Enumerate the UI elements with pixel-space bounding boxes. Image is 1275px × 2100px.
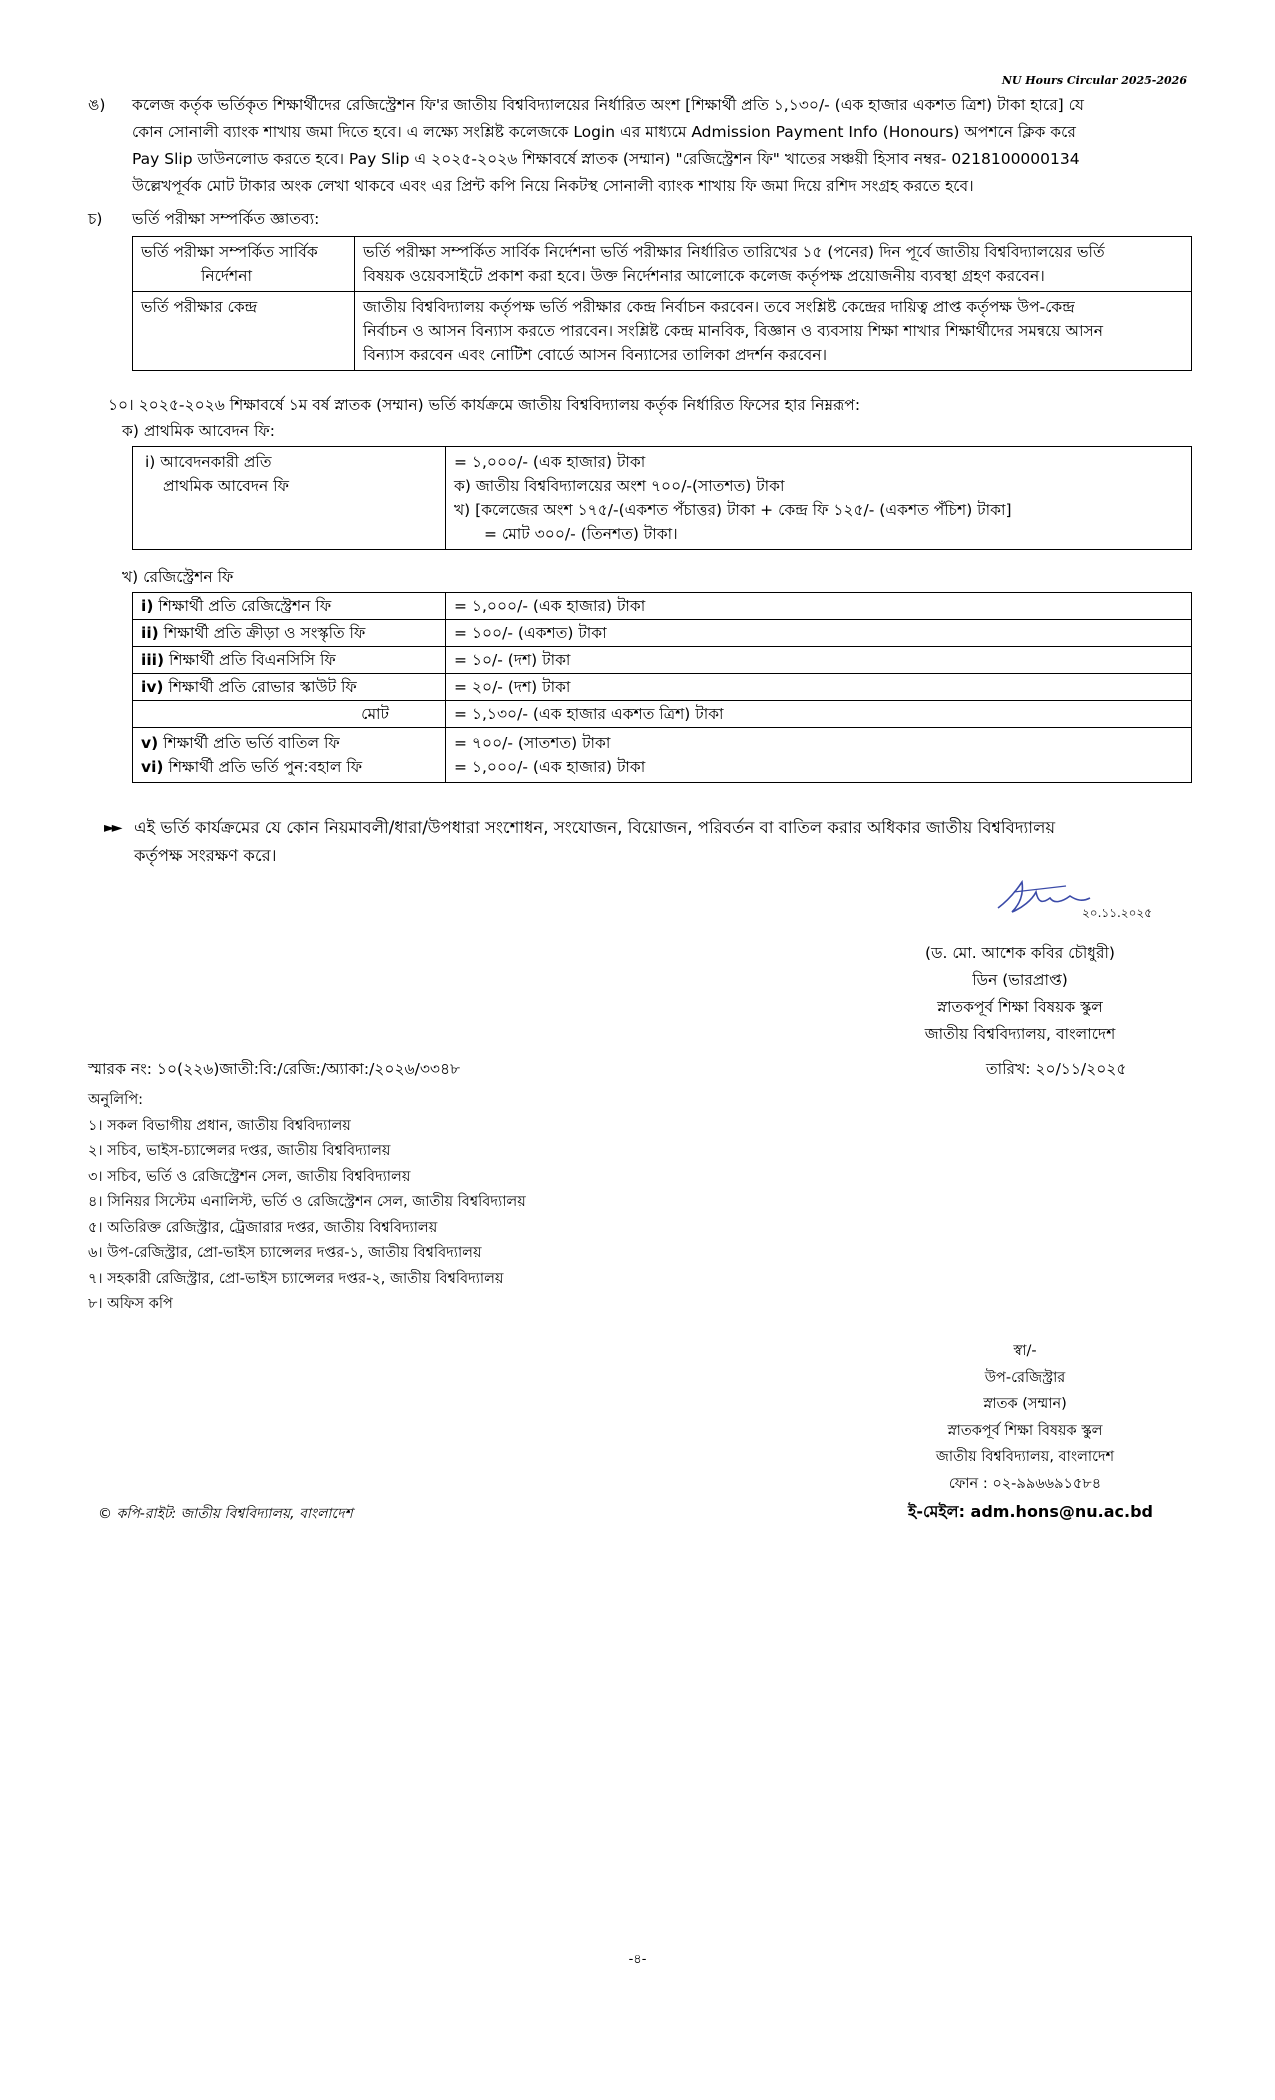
signature-date: ২০.১১.২০২৫: [1082, 906, 1153, 920]
fee-label: [133, 620, 446, 647]
row-label: [133, 292, 355, 371]
signature-block-deputy-registrar: [920, 1338, 1130, 1497]
signatory-institution: জাতীয় বিশ্ববিদ্যালয়, বাংলাদেশ: [935, 1449, 1115, 1465]
fee-label-text: শিক্ষার্থী প্রতি ভর্তি পুন:বহাল ফি: [168, 758, 363, 777]
fee-number: ii): [141, 624, 159, 643]
signatory-office: স্নাতকপূর্ব শিক্ষা বিষয়ক স্কুল: [947, 1422, 1103, 1439]
label-line: নির্দেশনা: [201, 267, 252, 286]
total-label: [133, 701, 446, 728]
signatory-phone: ফোন : ০২-৯৯৬৬৯১৫৮৪: [948, 1475, 1102, 1492]
fee-number: iii): [141, 651, 165, 670]
row-text: [355, 292, 1192, 371]
value-line: = মোট ৩০০/- (তিনশত) টাকা।: [484, 525, 678, 544]
fee-label: [133, 728, 446, 783]
fee-value: = ১০/- (দশ) টাকা: [446, 647, 1192, 674]
signed-mark: স্বা/-: [1013, 1343, 1037, 1359]
application-fee-table: [132, 446, 1192, 550]
table-row: [133, 447, 1192, 550]
signatory-name: (ড. মো. আশেক কবির চৌধুরী): [925, 944, 1115, 962]
paragraph-line: কলেজ কর্তৃক ভর্তিকৃত শিক্ষার্থীদের রেজিস্ট্রেশন ফি'র জাতীয় বিশ্ববিদ্যালয়ের নির্ধারিত অংশ [শিক্ষার্থী প্রতি ১,১৩০/- (এক হাজার একশত ত্রিশ) টাকা হারে] যে: [132, 96, 1084, 114]
fee-number: iv): [141, 678, 164, 697]
table-row: [133, 728, 1192, 783]
fee-label-text: শিক্ষার্থী প্রতি বিএনসিসি ফি: [168, 651, 336, 670]
fee-number: v): [141, 734, 159, 753]
label-line: i) আবেদনকারী প্রতি: [145, 453, 272, 471]
paragraph-line: উল্লেখপূর্বক মোট টাকার অংক লেখা থাকবে এবং এর প্রিন্ট কপি নিয়ে নিকটস্থ সোনালী ব্যাংক শাখায় ফি জমা দিয়ে রশিদ সংগ্রহ করতে হবে।: [132, 177, 974, 195]
text-line: জাতীয় বিশ্ববিদ্যালয় কর্তৃপক্ষ ভর্তি পরীক্ষার কেন্দ্র নির্বাচন করবেন। তবে সংশ্লিষ্ট কেন্দ্রের দায়িত্ব প্রাপ্ত কর্তৃপক্ষ উপ-কেন্দ্র: [363, 298, 1075, 317]
table-row: [133, 593, 1192, 620]
section-title: ভর্তি পরীক্ষা সম্পর্কিত জ্ঞাতব্য:: [132, 210, 320, 228]
table-row: [133, 292, 1192, 371]
list-item: ৬। উপ-রেজিস্ট্রার, প্রো-ভাইস চ্যান্সেলর দপ্তর-১, জাতীয় বিশ্ববিদ্যালয়: [88, 1245, 482, 1261]
list-item: ৮। অফিস কপি: [88, 1296, 173, 1312]
text-line: নির্বাচন ও আসন বিন্যাস করতে পারবেন। সংশ্লিষ্ট কেন্দ্র মানবিক, বিজ্ঞান ও ব্যবসায় শিক্ষা শাখার শিক্ষার্থীদের সমন্বয়ে আসন: [363, 322, 1104, 341]
value-line: খ) [কলেজের অংশ ১৭৫/-(একশত পঁচাত্তর) টাকা + কেন্দ্র ফি ১২৫/- (একশত পঁচিশ) টাকা]: [454, 501, 1012, 520]
text-line: বিন্যাস করবেন এবং নোটিশ বোর্ডে আসন বিন্যাসের তালিকা প্রদর্শন করবেন।: [363, 346, 828, 365]
fee-value: = ২০/- (দশ) টাকা: [446, 674, 1192, 701]
list-item: ১। সকল বিভাগীয় প্রধান, জাতীয় বিশ্ববিদ্যালয়: [88, 1117, 351, 1134]
copyright-notice: © কপি-রাইট: জাতীয় বিশ্ববিদ্যালয়, বাংলাদেশ: [98, 1506, 353, 1522]
total-label-text: মোট: [361, 705, 389, 724]
signature-block-dean: [900, 940, 1140, 1048]
circular-header: NU Hours Circular 2025-2026: [1001, 74, 1187, 87]
memo-date: তারিখ: ২০/১১/২০২৫: [986, 1060, 1127, 1078]
registration-fee-table: [132, 592, 1192, 783]
table-row: [133, 237, 1192, 292]
app-fee-value: [446, 447, 1192, 550]
fee-value-line: = ৭০০/- (সাতশত) টাকা: [454, 734, 611, 753]
fee-label-text: শিক্ষার্থী প্রতি রেজিস্ট্রেশন ফি: [158, 597, 332, 615]
table-row-total: [133, 701, 1192, 728]
signatory-designation: ডিন (ভারপ্রাপ্ত): [972, 971, 1068, 989]
list-item: ৩। সচিব, ভর্তি ও রেজিস্ট্রেশন সেল, জাতীয় বিশ্ববিদ্যালয়: [88, 1168, 411, 1185]
value-line: ক) জাতীয় বিশ্ববিদ্যালয়ের অংশ ৭০০/-(সাতশত) টাকা: [454, 477, 785, 496]
table-row: [133, 620, 1192, 647]
paragraph-line: কোন সোনালী ব্যাংক শাখায় জমা দিতে হবে। এ লক্ষ্যে সংশ্লিষ্ট কলেজকে Login এর মাধ্যমে Admission Payment Info (Honours) অপশনে ক্লিক করে: [132, 123, 1076, 141]
fee-value-line: = ১,০০০/- (এক হাজার) টাকা: [454, 758, 646, 777]
application-fee-title: ক) প্রাথমিক আবেদন ফি:: [122, 422, 275, 440]
text-line: ভর্তি পরীক্ষা সম্পর্কিত সার্বিক নির্দেশনা ভর্তি পরীক্ষার নির্ধারিত তারিখের ১৫ (পনের) দিন পূর্বে জাতীয় বিশ্ববিদ্যালয়ের ভর্তি: [363, 243, 1105, 261]
fee-label: [133, 647, 446, 674]
fee-number: vi): [141, 758, 164, 777]
label-line: ভর্তি পরীক্ষার কেন্দ্র: [141, 298, 258, 317]
section-10-heading: ১০। ২০২৫-২০২৬ শিক্ষাবর্ষে ১ম বর্ষ স্নাতক (সম্মান) ভর্তি কার্যক্রমে জাতীয় বিশ্ববিদ্যালয় কর্তৃক নির্ধারিত ফিসের হার নিম্নরূপ:: [108, 396, 861, 414]
note-line: কর্তৃপক্ষ সংরক্ষণ করে।: [134, 846, 277, 865]
fee-label: [133, 674, 446, 701]
total-value: = ১,১৩০/- (এক হাজার একশত ত্রিশ) টাকা: [446, 701, 1192, 728]
fee-label-text: শিক্ষার্থী প্রতি রোভার স্কাউট ফি: [168, 678, 357, 697]
signatory-institution: জাতীয় বিশ্ববিদ্যালয়, বাংলাদেশ: [924, 1025, 1116, 1043]
app-fee-label: [133, 447, 446, 550]
fee-value: [446, 728, 1192, 783]
row-label: [133, 237, 355, 292]
fee-label-text: শিক্ষার্থী প্রতি ক্রীড়া ও সংস্কৃতি ফি: [163, 624, 366, 643]
fee-label-text: শিক্ষার্থী প্রতি ভর্তি বাতিল ফি: [163, 734, 340, 753]
section-marker: ঙ): [88, 96, 106, 114]
fee-value: = ১০০/- (একশত) টাকা: [446, 620, 1192, 647]
text-line: বিষয়ক ওয়েবসাইটে প্রকাশ করা হবে। উক্ত নির্দেশনার আলোকে কলেজ কর্তৃপক্ষ প্রয়োজনীয় ব্যবস্থা গ্রহণ করবেন।: [363, 267, 1045, 286]
list-item: ৫। অতিরিক্ত রেজিস্ট্রার, ট্রেজারার দপ্তর, জাতীয় বিশ্ববিদ্যালয়: [88, 1219, 438, 1236]
list-item: ৪। সিনিয়র সিস্টেম এনালিস্ট, ভর্তি ও রেজিস্ট্রেশন সেল, জাতীয় বিশ্ববিদ্যালয়: [88, 1194, 526, 1210]
list-item: ২। সচিব, ভাইস-চ্যান্সেলর দপ্তর, জাতীয় বিশ্ববিদ্যালয়: [88, 1143, 391, 1159]
value-line: = ১,০০০/- (এক হাজার) টাকা: [454, 453, 646, 471]
fee-label: [133, 593, 446, 620]
fee-value: = ১,০০০/- (এক হাজার) টাকা: [446, 593, 1192, 620]
note-line: এই ভর্তি কার্যক্রমের যে কোন নিয়মাবলী/ধারা/উপধারা সংশোধন, সংযোজন, বিয়োজন, পরিবর্তন বা বাতিল করার অধিকার জাতীয় বিশ্ববিদ্যালয়: [134, 818, 1056, 837]
copy-list: [88, 1088, 526, 1318]
table-row: [133, 647, 1192, 674]
row-text: [355, 237, 1192, 292]
memo-reference: স্মারক নং: ১০(২২৬)জাতী:বি:/রেজি:/অ্যাকা:/২০২৬/৩৩৪৮: [88, 1060, 461, 1078]
signatory-designation: উপ-রেজিস্ট্রার: [984, 1369, 1066, 1386]
section-marker: চ): [88, 210, 103, 228]
arrow-bullet-icon: ►►: [104, 820, 120, 836]
page-number: -৪-: [628, 1952, 647, 1967]
signatory-program: স্নাতক (সম্মান): [983, 1396, 1067, 1412]
registration-fee-title: খ) রেজিস্ট্রেশন ফি: [122, 568, 234, 586]
list-item: ৭। সহকারী রেজিস্ট্রার, প্রো-ভাইস চ্যান্সেলর দপ্তর-২, জাতীয় বিশ্ববিদ্যালয়: [88, 1270, 504, 1287]
fee-number: i): [141, 597, 154, 615]
label-line: ভর্তি পরীক্ষা সম্পর্কিত সার্বিক: [141, 243, 318, 261]
table-row: [133, 674, 1192, 701]
signatory-office: স্নাতকপূর্ব শিক্ষা বিষয়ক স্কুল: [937, 998, 1103, 1016]
copy-list-title: অনুলিপি:: [88, 1092, 144, 1108]
signatory-email: ই-মেইল: adm.hons@nu.ac.bd: [908, 1502, 1153, 1521]
label-line: প্রাথমিক আবেদন ফি: [163, 477, 289, 496]
admission-test-table: [132, 236, 1192, 371]
paragraph-line: Pay Slip ডাউনলোড করতে হবে। Pay Slip এ ২০২৫-২০২৬ শিক্ষাবর্ষে স্নাতক (সম্মান) "রেজিস্ট্রেশন ফি" খাতের সঞ্চয়ী হিসাব নম্বর- 0218100000134: [132, 150, 1080, 168]
